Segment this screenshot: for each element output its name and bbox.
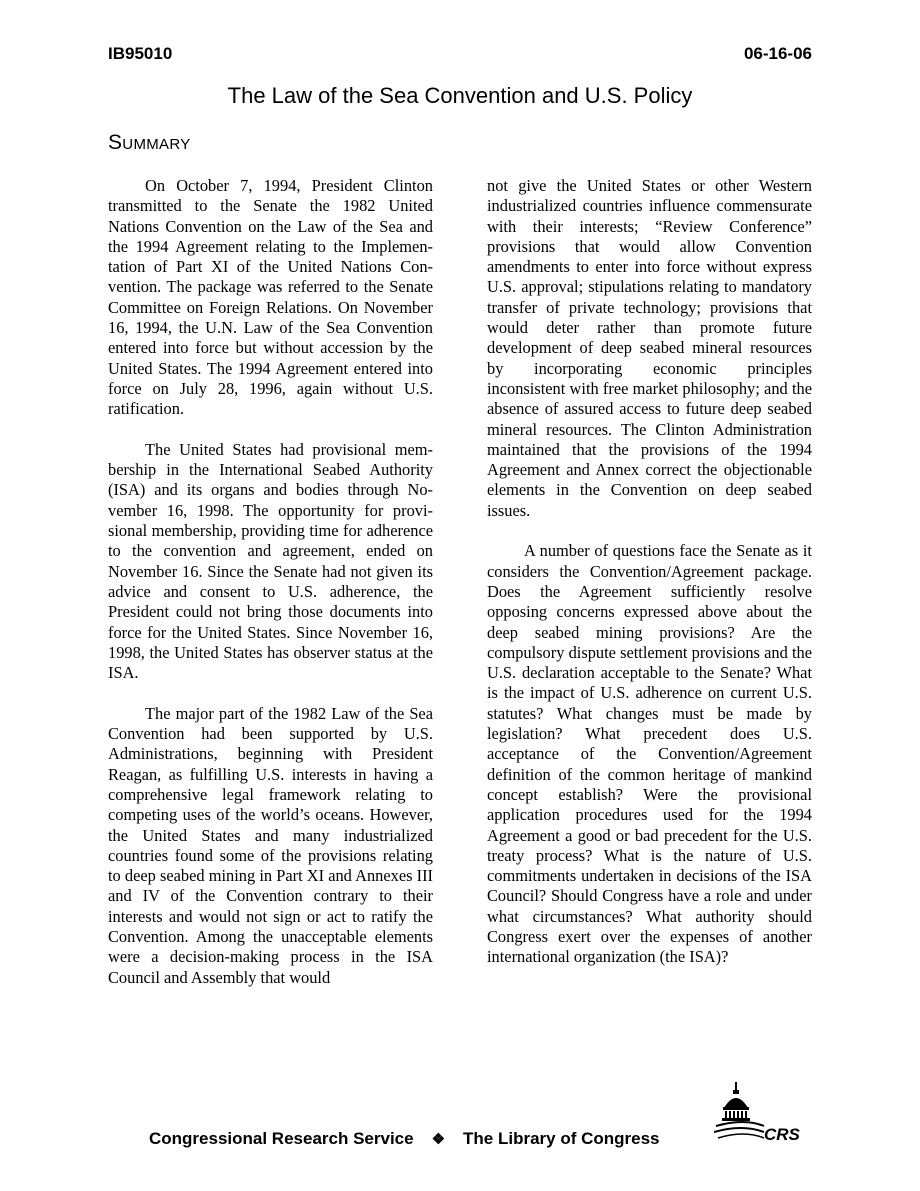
section-heading-summary: Summary <box>108 131 191 154</box>
crs-logo-text: CRS <box>764 1125 800 1144</box>
footer-separator-icon: ❖ <box>431 1131 446 1148</box>
document-id: IB95010 <box>108 44 173 63</box>
crs-capitol-logo-icon <box>714 1078 810 1150</box>
left-column <box>108 176 433 1008</box>
footer-text <box>149 1128 660 1151</box>
paragraph: The United States had provisional membership in the International Seabed Authority (ISA) and its organs and bodies through November 16, 1998. The opportunity for provisional membership, providing time for adherence to the convention and agreement, ended on November 16. Since the Senate had not given its advice and consent to U.S. adherence, the President could not bring those documents into force for the United States. Since November 16, 1998, the United States has observer status at the ISA. <box>108 439 433 683</box>
paragraph-continuation: not give the United States or other Western industrialized countries influence commensurate with their interests; “Review Conference” provisions that would allow Convention amendments to enter into force without express U.S. approval; stipulations relating to mandatory transfer of private technology; provisions that would deter rather than promote future development of deep seabed mineral resources by incorporating economic principles inconsistent with free market philosophy; and the absence of assured access to future deep seabed mineral resources. The Clinton Administration maintained that the provisions of the 1994 Agreement and Annex correct the objectionable elements in the Convention on deep seabed issues. <box>487 176 812 520</box>
paragraph: The major part of the 1982 Law of the Sea Convention had been supported by U.S. Administrations, beginning with President Reagan, as fulfilling U.S. interests in having a comprehensive legal framework relating to competing uses of the world’s oceans. However, the United States and many industrialized countries found some of the provisions relating to deep seabed mining in Part XI and Annexes III and IV of the Convention contrary to their interests and would not sign or act to ratify the Convention. Among the unacceptable elements were a decision-making process in the ISA Council and Assembly that would <box>108 703 433 987</box>
footer-org-name: Congressional Research Service <box>149 1129 414 1148</box>
page-title: The Law of the Sea Convention and U.S. Policy <box>227 83 693 108</box>
paragraph: On October 7, 1994, President Clinton transmitted to the Senate the 1982 United Nations Convention on the Law of the Sea and the 1994 Agreement relating to the Implementation of Part XI of the United Nations Convention. The package was referred to the Senate Committee on Foreign Relations. On November 16, 1994, the U.N. Law of the Sea Convention entered into force but without accession by the United States. The 1994 Agreement entered into force on July 28, 1996, again without U.S. ratification. <box>108 176 433 419</box>
right-column <box>487 176 812 988</box>
document-date: 06-16-06 <box>743 44 812 63</box>
footer-library-name: The Library of Congress <box>463 1129 660 1148</box>
paragraph: A number of questions face the Senate as it considers the Convention/Agreement package. Does the Agreement sufficiently resolve opposing concerns expressed above about the deep seabed mining provisions? Are the compulsory dispute settlement provisions and the U.S. declaration acceptable to the Senate? What is the impact of U.S. adherence on current U.S. statutes? What changes must be made by legislation? What precedent does U.S. acceptance of the Convention/Agreement definition of the common heritage of mankind concept establish? Were the provisional application procedures used for the 1994 Agreement a good or bad precedent for the U.S. treaty process? What is the nature of U.S. commitments undertaken in decisions of the ISA Council? Should Congress have a role and under what circumstances? What authority should Congress exert over the expenses of another international organization (the ISA)? <box>487 541 812 967</box>
